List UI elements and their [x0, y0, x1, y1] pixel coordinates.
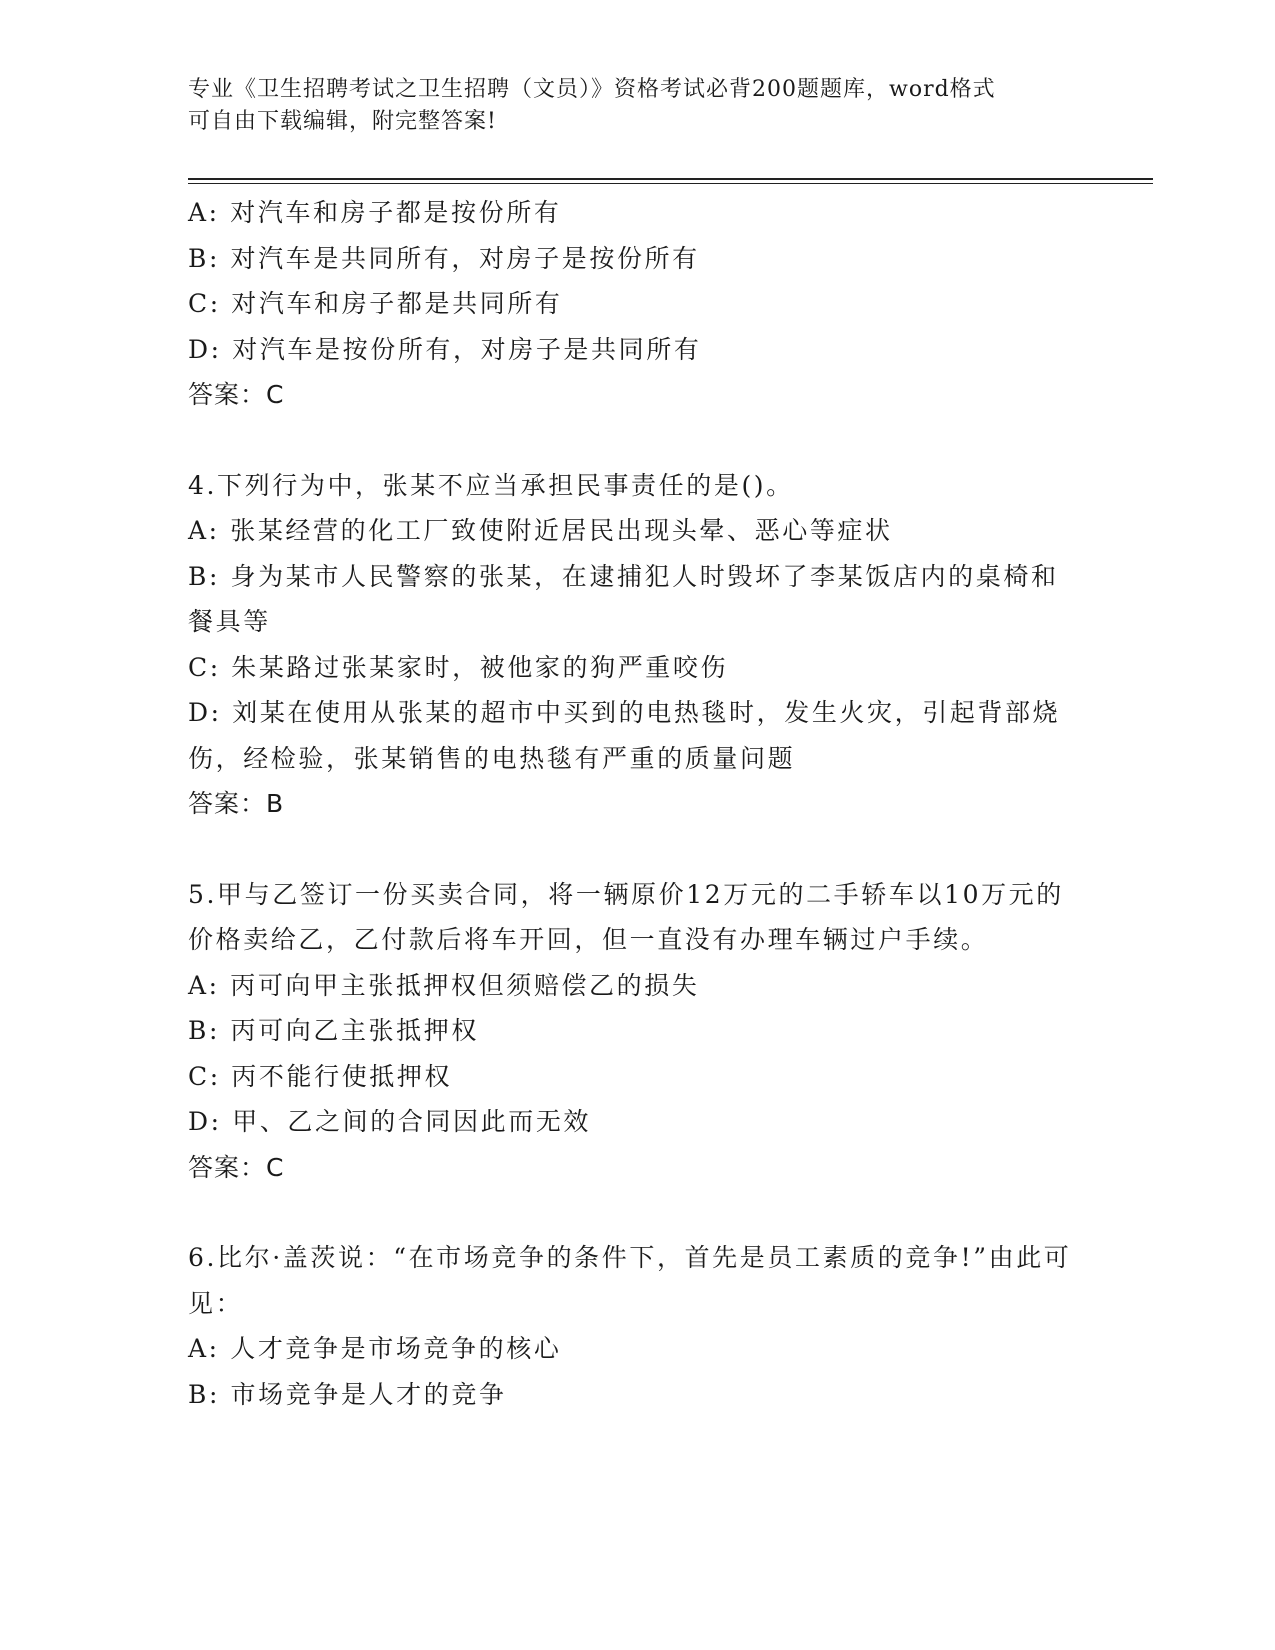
- question-3: [188, 190, 1078, 418]
- question-5: [188, 872, 1078, 1191]
- header-divider: [188, 178, 1153, 184]
- option-b: B: 丙可向乙主张抵押权: [188, 1016, 479, 1045]
- question-stem: 5.甲与乙签订一份买卖合同，将一辆原价12万元的二手轿车以10万元的价格卖给乙，乙付款后将车开回，但一直没有办理车辆过户手续。: [188, 879, 1064, 954]
- option-d: D: 对汽车是按份所有，对房子是共同所有: [188, 334, 702, 364]
- option-a: A: 对汽车和房子都是按份所有: [188, 198, 562, 227]
- question-list: [188, 190, 1078, 1417]
- option-a: A: 丙可向甲主张抵押权但须赔偿乙的损失: [188, 970, 700, 1000]
- answer: 答案：B: [188, 789, 285, 818]
- answer: 答案：C: [188, 1152, 285, 1182]
- question-4: [188, 463, 1078, 827]
- header-line-1: 专业《卫生招聘考试之卫生招聘（文员）》资格考试必背200题题库，word格式: [188, 77, 996, 102]
- document-header: [188, 74, 1068, 138]
- option-d: D: 甲、乙之间的合同因此而无效: [188, 1107, 592, 1136]
- option-b: B: 身为某市人民警察的张某，在逮捕犯人时毁坏了李某饭店内的桌椅和餐具等: [188, 561, 1059, 636]
- option-b: B: 对汽车是共同所有，对房子是按份所有: [188, 243, 700, 273]
- option-d: D: 刘某在使用从张某的超市中买到的电热毯时，发生火灾，引起背部烧伤，经检验，张某销售的电热毯有严重的质量问题: [188, 698, 1061, 773]
- option-a: A: 人才竞争是市场竞争的核心: [188, 1334, 562, 1363]
- option-c: C: 朱某路过张某家时，被他家的狗严重咬伤: [188, 652, 729, 682]
- question-stem: 4.下列行为中，张某不应当承担民事责任的是()。: [188, 470, 794, 500]
- header-line-2: 可自由下载编辑，附完整答案!: [188, 109, 497, 134]
- option-c: C: 丙不能行使抵押权: [188, 1061, 453, 1091]
- answer: 答案：C: [188, 380, 285, 409]
- option-c: C: 对汽车和房子都是共同所有: [188, 289, 563, 318]
- question-stem: 6.比尔·盖茨说：“在市场竞争的条件下，首先是员工素质的竞争!”由此可见：: [188, 1243, 1072, 1318]
- question-6: [188, 1235, 1078, 1417]
- option-a: A: 张某经营的化工厂致使附近居民出现头晕、恶心等症状: [188, 516, 893, 545]
- option-b: B: 市场竞争是人才的竞争: [188, 1379, 507, 1409]
